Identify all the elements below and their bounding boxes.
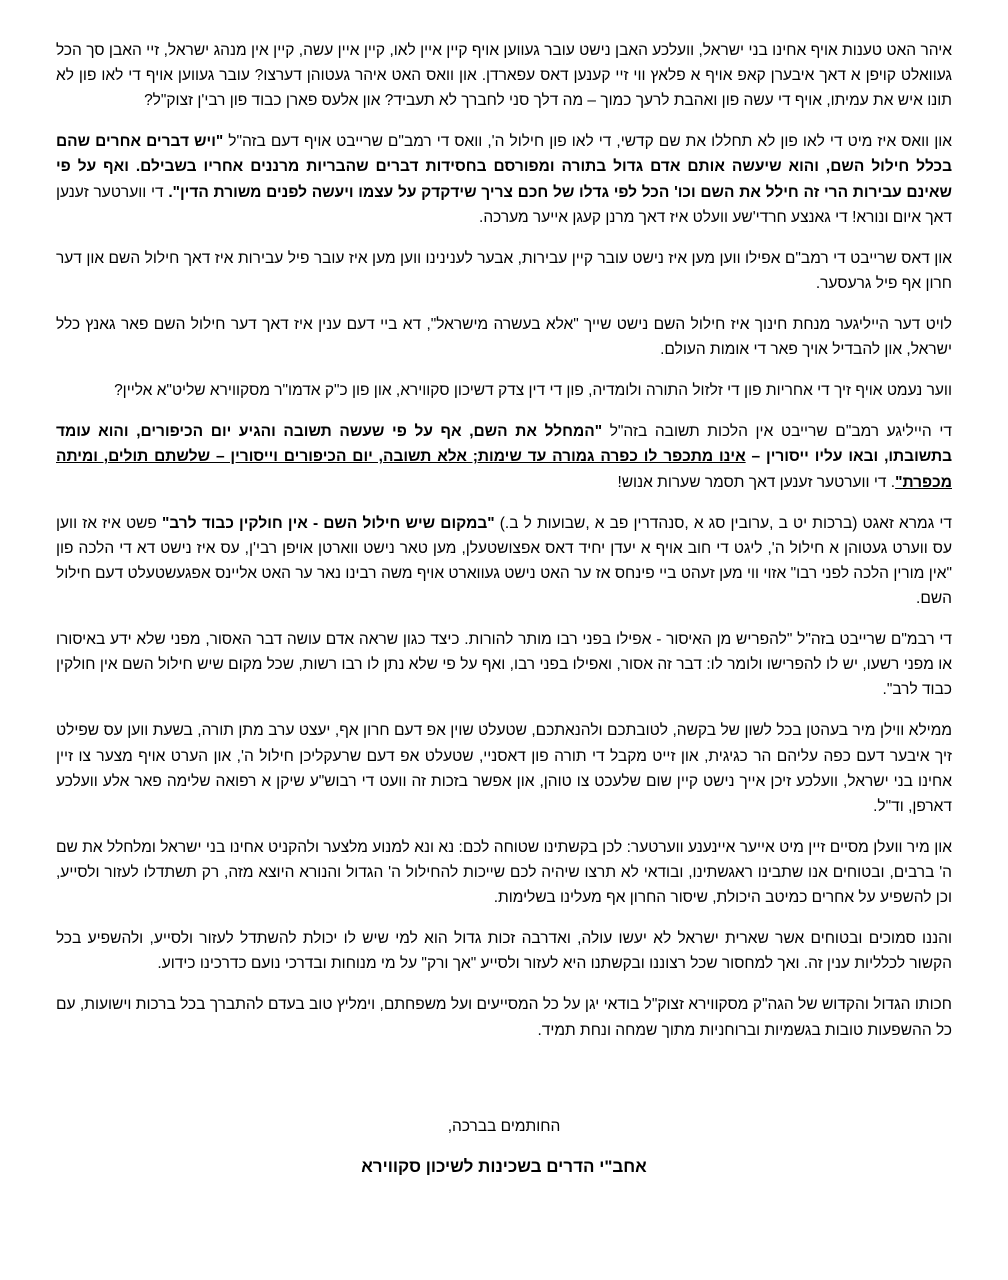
- paragraph: [56, 38, 952, 113]
- paragraph: [56, 511, 952, 611]
- text-run: די גמרא זאגט (ברכות יט ב ,ערובין סג א ,סנהדרין פב א ,שבועות ל ב.): [494, 514, 952, 532]
- paragraph: [56, 992, 952, 1042]
- text-run: . די ווערטער זענען דאך תסמר שערות אנוש!: [617, 473, 896, 491]
- spacer: [56, 1059, 952, 1115]
- text-run-bold: "ויש דברים אחרים שהם בכלל חילול השם, והוא שיעשה אותם אדם גדול בתורה ומפורסם בחסידות דברים שהבריות מרננים אחריו בשבילם. ואף על פי שאינם עבירות הרי זה חילל את השם וכו' הכל לפי גדלו של חכם צריך שידקדק על עצמו ויעשה לפנים משורת הדין".: [56, 133, 952, 201]
- text-run: ווער נעמט אויף זיך די אחריות פון די זלזול התורה ולומדיה, פון די דין צדק דשיכון סקווירא, און פון כ"ק אדמו"ר מסקווירא שליט"א אליין?: [114, 382, 952, 400]
- paragraph: [56, 378, 952, 403]
- text-run: חכותו הגדול והקדוש של הגה"ק מסקווירא זצוק"ל בודאי יגן על כל המסייעים ועל משפחתם, וימליץ טוב בעדם להתברך בכל ברכות וישועות, עם כל ההשפעות טובות בגשמיות וברוחניות מתוך שמחה ונחת תמיד.: [56, 996, 952, 1039]
- text-run: די הייליגע רמב"ם שרייבט אין הלכות תשובה בזה"ל: [602, 423, 953, 441]
- signature-line: אחב"י הדרים בשכינות לשיכון סקווירא: [361, 1157, 647, 1177]
- text-run: פשט איז אז ווען עס ווערט געטוהן א חילול ה', ליגט די חוב אויף א יעדן יחיד דאס אפצושטעלן, מען טאר נישט ווארטן אויפן רבי'ן, עס איז נישט דא די הלכה פון "אין מורין הלכה לפני רבו" אזוי ווי מען זעהט ביי פינחס אז ער האט נישט געווארט אויף משה רבינו נאר ער האט אליינס אפגעשטעלט דעם חילול השם.: [56, 514, 952, 607]
- text-run-bold: "המחלל את השם, אף על פי שעשה תשובה והגיע יום הכיפורים, והוא עומד בתשובתו, ובאו עליו ייסורין –: [56, 423, 952, 466]
- text-run: לויט דער הייליגער מנחת חינוך איז חילול השם נישט שייך "אלא בעשרה מישראל", דא ביי דעם ענין איז דאך דער חילול השם פאר גאנץ כלל ישראל, און להבדיל אויך פאר די אומות העולם.: [56, 315, 952, 359]
- text-run: און וואס איז מיט די לאו פון לא תחללו את שם קדשי, די לאו פון חילול ה', וואס די רמב"ם שרייבט אויף דעם בזה"ל: [223, 133, 952, 151]
- paragraph: [56, 926, 952, 976]
- text-run: און דאס שרייבט די רמב"ם אפילו ווען מען איז נישט עובר קיין עבירות, אבער לענינינו ווען מען איז עובר פיל עבירות איז דאך חילול השם און דער חרון אף פיל גרעסער.: [56, 249, 952, 292]
- paragraph: [56, 627, 952, 702]
- paragraph: [56, 246, 952, 296]
- text-run: די ווערטער זענען דאך איום ונורא! די גאנצע חרדי'שע וועלט איז דאך מרנן קעגן אייער מערכה.: [56, 183, 952, 226]
- text-run: ממילא ווילן מיר בעהטן בכל לשון של בקשה, לטובתכם ולהנאתכם, שטעלט שוין אפ דעם חרון אף, יעצט ערב מתן תורה, בשעת ווען עס שפילט זיך איבער דעם כפה עליהם הר כגיגית, און זייט מקבל די תורה פון דאסניי, שטעלט אפ דעם שרעקליכן חילול ה', און הערט אויף מצער צו זיין אחינו בני ישראל, וועלכע זיכן אייך נישט קיין שום שלעכט צו טוהן, און אפשר בזכות זה וועט די רבוש"ע שיקן א רפואה שלימה פאר אלע וועלכע דארפן, וד"ל.: [56, 722, 952, 815]
- text-run: און מיר וועלן מסיים זיין מיט אייער איינענע ווערטער: לכן בקשתינו שטוחה לכם: נא ונא למנוע מלצער ולהקניט אחינו בני ישראל ומלחלל את שם ה' ברבים, ובטוחים אנו שתבינו ראגשתינו, ובודאי לא תרצו שיהיה לכם שייכות להחילול ה' הגדול והנורא היוצא מזה, רק תשתדלו לעזור ולסייע, וכן להשפיע על אחרים כמיטב היכולת, שיסור החרון אף מעלינו בשלימות.: [56, 838, 952, 907]
- text-run-bold: "במקום שיש חילול השם - אין חולקין כבוד לרב": [162, 514, 495, 532]
- document-body: [56, 38, 952, 1181]
- text-run: איהר האט טענות אויף אחינו בני ישראל, וועלכע האבן נישט עובר געווען אויף קיין איין לאו, קיין איין עשה, קיין אין מנהג ישראל, זיי האבן סך הכל געוואלט קויפן א דאך איבערן קאפ אויף א פלאץ ווי זיי קענען דאס עפארדן. און וואס האט איהר געטוהן דערצו? עובר געווען אויף די לאו פון לא תונו איש את עמיתו, אויף די עשה פון ואהבת לרעך כמוך – מה דלך סני לחברך לא תעביד? און אלעס פארן כבוד פון רבי'ן זצוק"ל?: [56, 42, 952, 110]
- paragraph: [56, 312, 952, 362]
- paragraph: [56, 129, 952, 229]
- text-run-bold-underline: אינו מתכפר לו כפרה גמורה עד שימות; אלא תשובה, יום הכיפורים וייסורין – שלשתם תולים, ומיתה מכפרת": [56, 448, 952, 491]
- closing-line: החותמים בברכה,: [447, 1117, 561, 1135]
- text-run: די רבמ"ם שרייבט בזה"ל "להפריש מן האיסור - אפילו בפני רבו מותר להורות. כיצד כגון שראה אדם עושה דבר האסור, מפני שלא ידע באיסורו או מפני רשעו, יש לו להפרישו ולומר לו: דבר זה אסור, ואפילו בפני רבו, ואף על פי שלא נתן לו רבו רשות, שכל מקום שיש חילול השם אין חולקין כבוד לרב".: [56, 631, 952, 699]
- text-run: והננו סמוכים ובטוחים אשר שארית ישראל לא יעשו עולה, ואדרבה זכות גדול הוא למי שיש לו יכולת להשתדל לעזור ולסייע, ולהשפיע בכל הקשור לכלליות ענין זה. ואך למחסור שכל רצוננו ובקשתנו היא לעזור ולסייע "אך ורק" על מי מנוחות ובדרכי נועם כדרכינו כידוע.: [56, 930, 952, 973]
- paragraph: [56, 419, 952, 494]
- paragraph: [56, 835, 952, 910]
- paragraph: [56, 718, 952, 818]
